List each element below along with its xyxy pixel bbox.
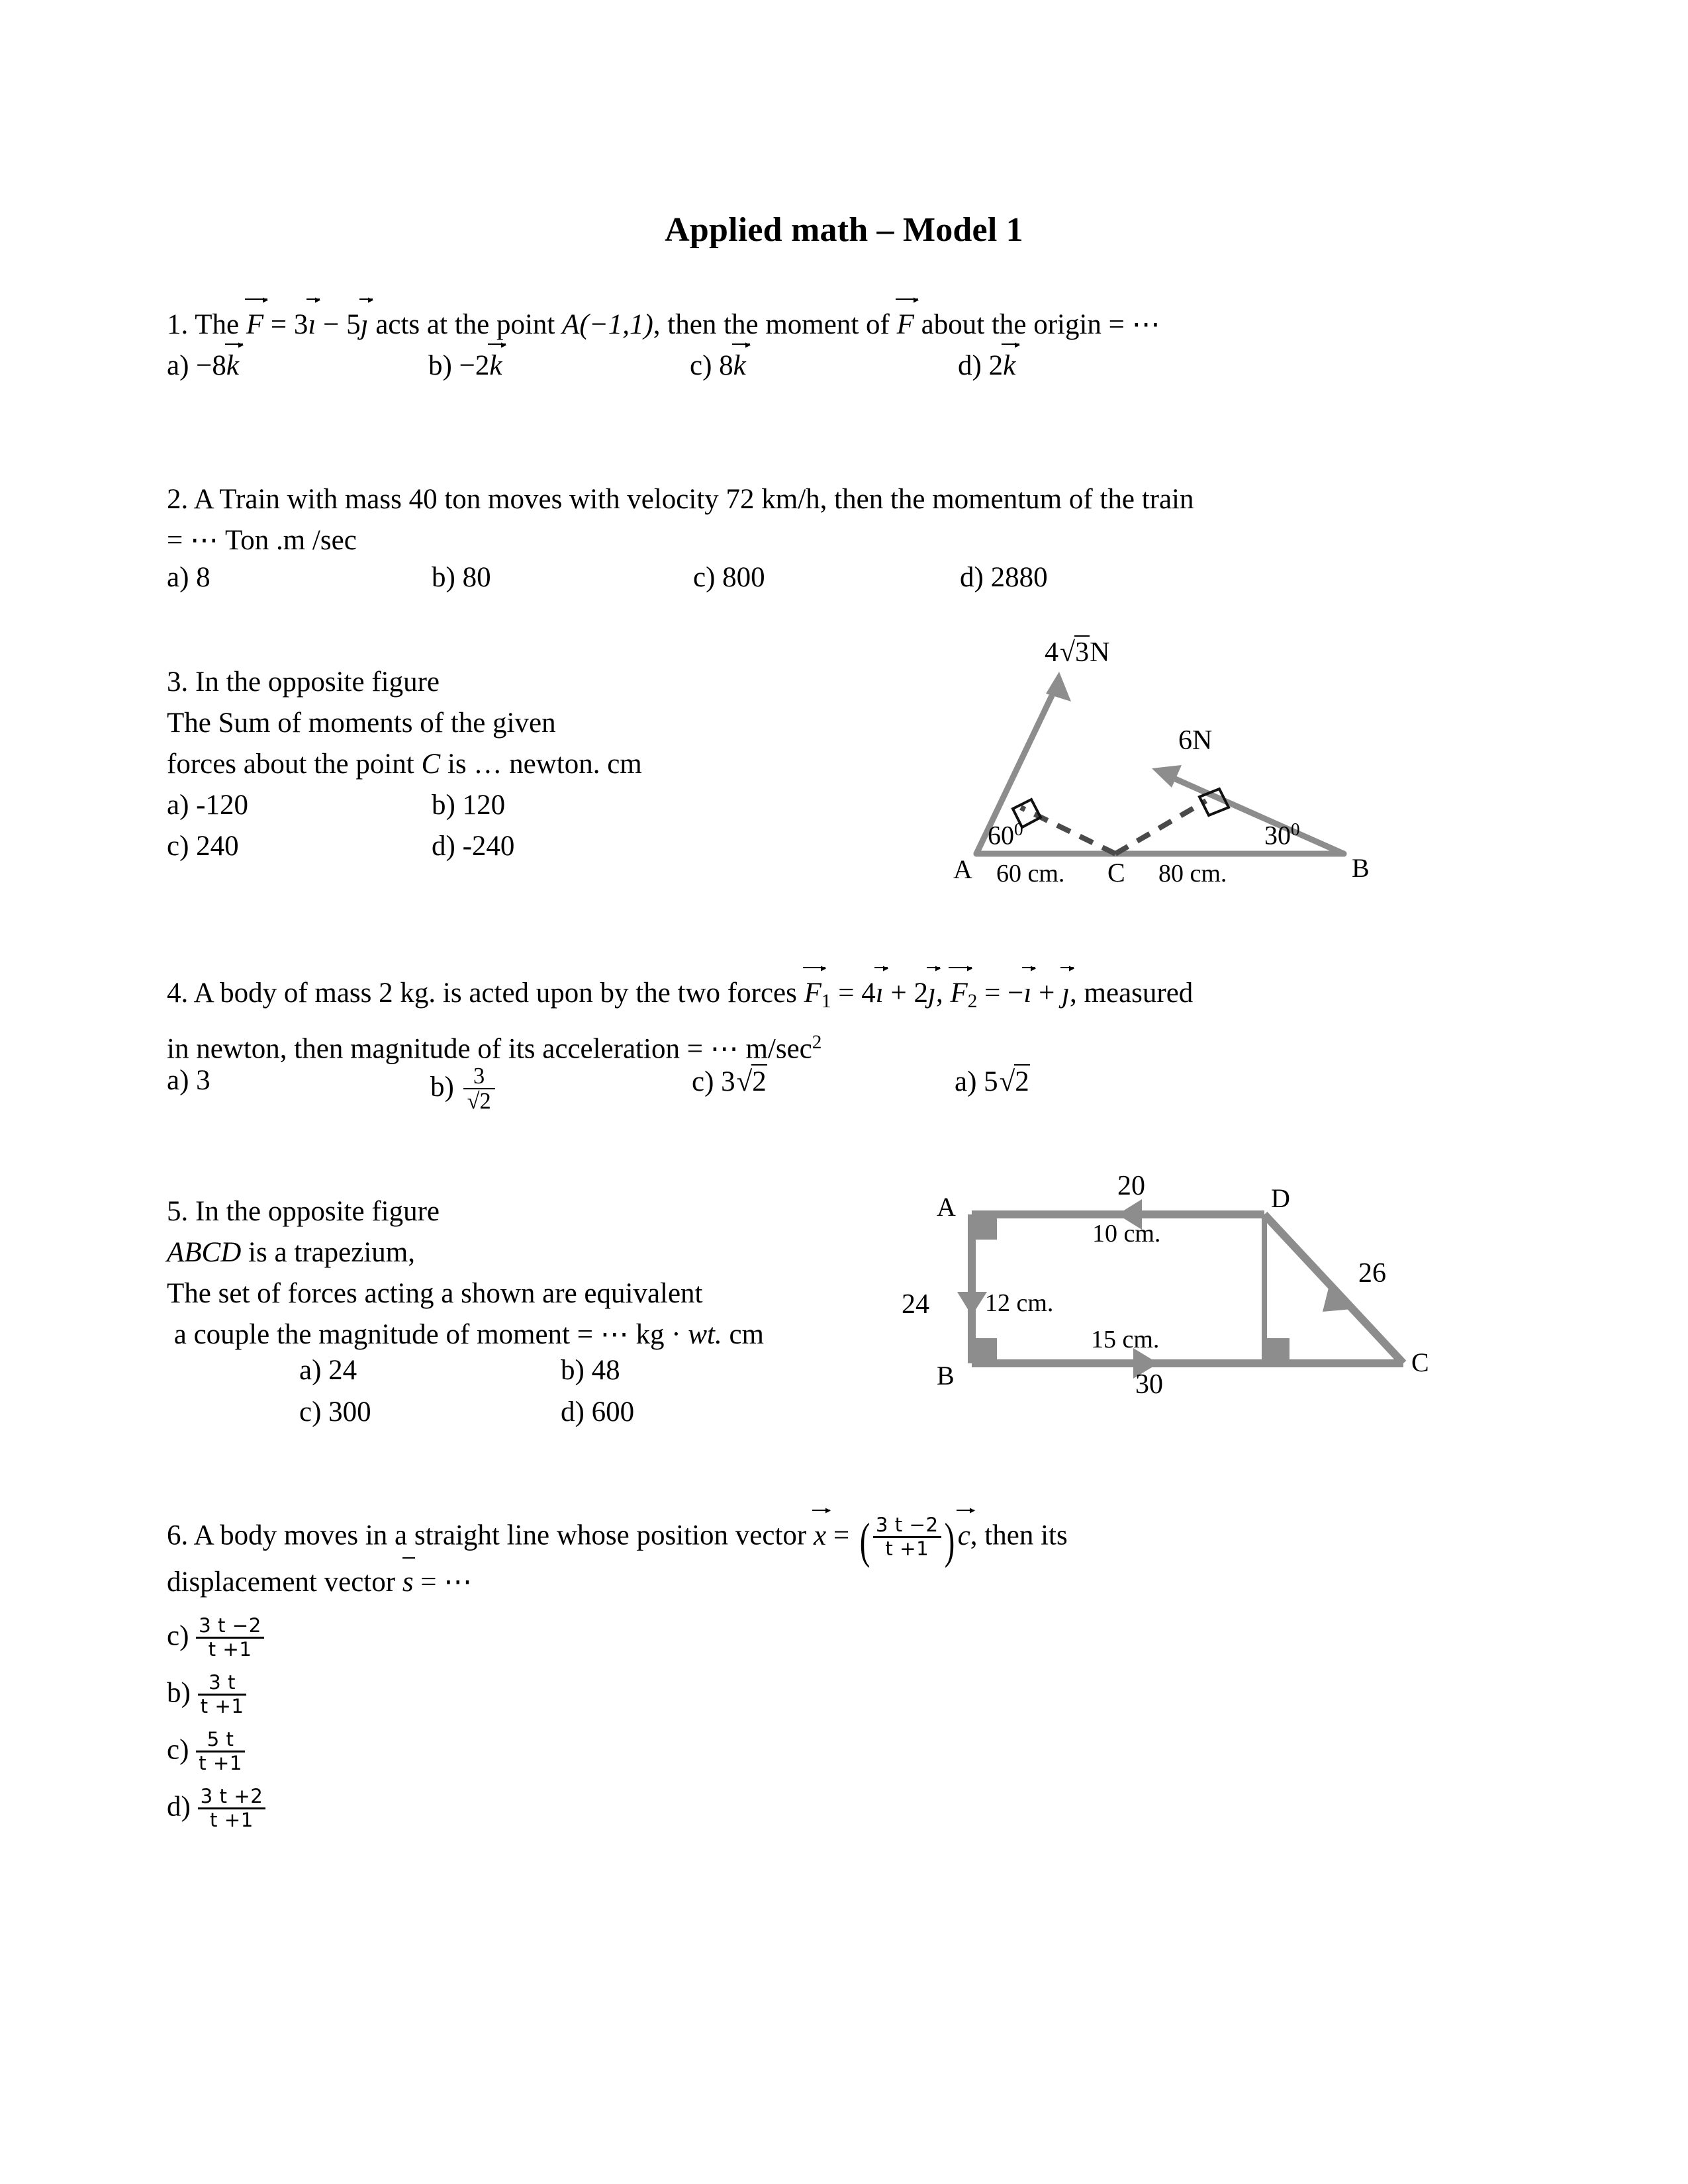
question-6 — [167, 1514, 1068, 1603]
question-2-text-1: A Train with mass 40 ton moves with velocity 72 km/h, then the momentum of the train — [193, 484, 1194, 515]
question-4-f1-expr: = 4ı + 2ȷ, — [831, 978, 951, 1009]
question-3-line-1 — [167, 662, 642, 703]
trapezium-len-bottom: 15 cm. — [1091, 1326, 1160, 1353]
question-1-option-c[interactable]: c) 8k — [690, 350, 746, 381]
trapezium-forces-figure — [902, 1171, 1443, 1410]
question-5-line-1: 5. In the opposite figure — [167, 1196, 440, 1227]
question-4-option-b[interactable]: b) $\frac{3}{√2}$ — [430, 1064, 497, 1113]
angle-label-b: $30^0$ — [1264, 819, 1300, 850]
question-4-number: 4. — [167, 978, 189, 1009]
question-4-f2-expr: = −ı + ȷ — [977, 978, 1070, 1009]
question-3-number: 3. — [167, 666, 189, 698]
trapezium-force-slant: 26 — [1358, 1258, 1386, 1289]
question-6-option-4[interactable]: d) $\frac{3 t +2}{t +1}$ — [167, 1786, 265, 1831]
trapezium-force-top: 20 — [1117, 1171, 1145, 1201]
vertex-label-b: B — [1352, 853, 1370, 883]
question-3-line-3: forces about the point C is … newton. cm — [167, 749, 642, 780]
question-5-shape-name: ABCD — [167, 1237, 242, 1268]
question-2 — [167, 479, 1194, 561]
trapezium-len-left: 12 cm. — [985, 1289, 1054, 1317]
trapezium-force-left: 24 — [902, 1289, 929, 1320]
question-6-line-2: displacement vector s = ⋯ — [167, 1562, 1068, 1603]
question-1-number: 1. — [167, 309, 189, 340]
question-1-option-d[interactable]: d) 2k — [958, 350, 1016, 381]
question-1-stem-after: , then the moment of — [653, 309, 897, 340]
trapezium-vertex-a: A — [937, 1192, 956, 1222]
question-3-option-d[interactable]: d) -240 — [432, 831, 515, 862]
trapezium-len-top: 10 cm. — [1092, 1220, 1161, 1248]
trapezium-vertex-b: B — [937, 1361, 955, 1390]
vertex-label-c: C — [1107, 858, 1125, 887]
question-5-line-4: a couple the magnitude of moment = ⋯ kg · wt. cm — [167, 1319, 764, 1350]
page-title: Applied math – Model 1 — [665, 211, 1023, 249]
question-6-position-fraction: $\frac{3 t -2}{t +1}$ — [873, 1514, 941, 1559]
question-4-line-2: in newton, then magnitude of its acceleration = ⋯ $m/\sec^2$ — [167, 1032, 822, 1065]
question-1-stem: 1. The F = 3ı − 5ȷ acts at the point A(−1,1), then the moment of F about the origin = ⋯ — [167, 304, 1160, 345]
question-3-option-c[interactable]: c) 240 — [167, 831, 239, 862]
question-4-option-b-fraction: $\frac{3}{√2}$ — [463, 1064, 495, 1113]
question-5-line-3: The set of forces acting a shown are equivalent — [167, 1278, 703, 1309]
question-5 — [167, 1191, 764, 1355]
question-5-option-b[interactable]: b) 48 — [561, 1355, 620, 1386]
question-6-line-1: 6. A body moves in a straight line whose position vector x = ( $\frac{3 t -2}{t +1}$ ) c, then its — [167, 1514, 1068, 1569]
question-3-option-a[interactable]: a) -120 — [167, 790, 248, 821]
trapezium-force-bottom: 30 — [1135, 1369, 1163, 1400]
question-5-number: 5. — [167, 1196, 189, 1227]
question-1-option-a[interactable]: a) −8k — [167, 350, 240, 381]
left-paren: ( — [859, 1514, 870, 1569]
question-2-option-b[interactable]: b) 80 — [432, 562, 491, 593]
question-1 — [167, 304, 1160, 345]
question-2-option-c[interactable]: c) 800 — [693, 562, 765, 593]
question-1-point: A(−1,1) — [562, 309, 653, 340]
question-3-text-1: In the opposite figure — [195, 666, 440, 698]
question-6-option-2[interactable]: b) $\frac{3 t}{t +1}$ — [167, 1672, 246, 1717]
question-1-force-expr: = 3ı − 5ȷ — [263, 309, 368, 340]
question-2-number: 2. — [167, 484, 189, 515]
angle-label-a: $60^0$ — [988, 819, 1023, 850]
question-1-stem-mid: acts at the point — [368, 309, 563, 340]
question-5-line-2: ABCD is a trapezium, — [167, 1237, 415, 1268]
question-2-option-a[interactable]: a) 8 — [167, 562, 211, 593]
question-3-point: C — [421, 749, 441, 780]
question-2-line-1 — [167, 479, 1194, 520]
force-label-6n: 6N — [1178, 725, 1213, 756]
question-4-option-a[interactable]: a) 3 — [167, 1065, 211, 1096]
question-6-option-3[interactable]: c) $\frac{5 t}{t +1}$ — [167, 1729, 245, 1774]
question-4-option-c[interactable]: c) 3√2 — [692, 1064, 767, 1098]
question-6-option-1[interactable]: c) $\frac{3 t -2}{t +1}$ — [167, 1615, 264, 1660]
length-label-cb: 80 cm. — [1158, 860, 1227, 887]
question-1-stem-end: about the origin = ⋯ — [914, 309, 1160, 340]
question-1-option-b[interactable]: b) −2k — [428, 350, 502, 381]
question-2-option-d[interactable]: d) 2880 — [960, 562, 1048, 593]
trapezium-vertex-c: C — [1411, 1347, 1429, 1377]
question-1-stem-prefix: The — [195, 309, 246, 340]
question-6-number: 6. — [167, 1520, 189, 1551]
question-5-option-d[interactable]: d) 600 — [561, 1396, 635, 1428]
force-label-4root3: 4√3N — [1045, 635, 1109, 668]
vertex-label-a: A — [953, 854, 972, 884]
question-5-option-a[interactable]: a) 24 — [299, 1355, 357, 1386]
question-4 — [167, 973, 1193, 1070]
question-5-option-c[interactable]: c) 300 — [299, 1396, 371, 1428]
trapezium-vertex-d: D — [1271, 1183, 1290, 1213]
question-3-option-b[interactable]: b) 120 — [432, 790, 506, 821]
question-4-line-1: 4. A body of mass 2 kg. is acted upon by the two forces $F_1$ = 4ı + 2ȷ, $F_2$ = −ı + ȷ, measured — [167, 973, 1193, 1022]
length-label-ac: 60 cm. — [996, 860, 1065, 887]
question-2-line-2: = ⋯ Ton .m /sec — [167, 525, 357, 556]
question-4-option-d[interactable]: a) 5√2 — [955, 1064, 1030, 1098]
question-3 — [167, 662, 642, 785]
triangle-forces-figure — [947, 637, 1403, 900]
question-3-line-2: The Sum of moments of the given — [167, 707, 556, 739]
right-paren: ) — [944, 1514, 955, 1569]
